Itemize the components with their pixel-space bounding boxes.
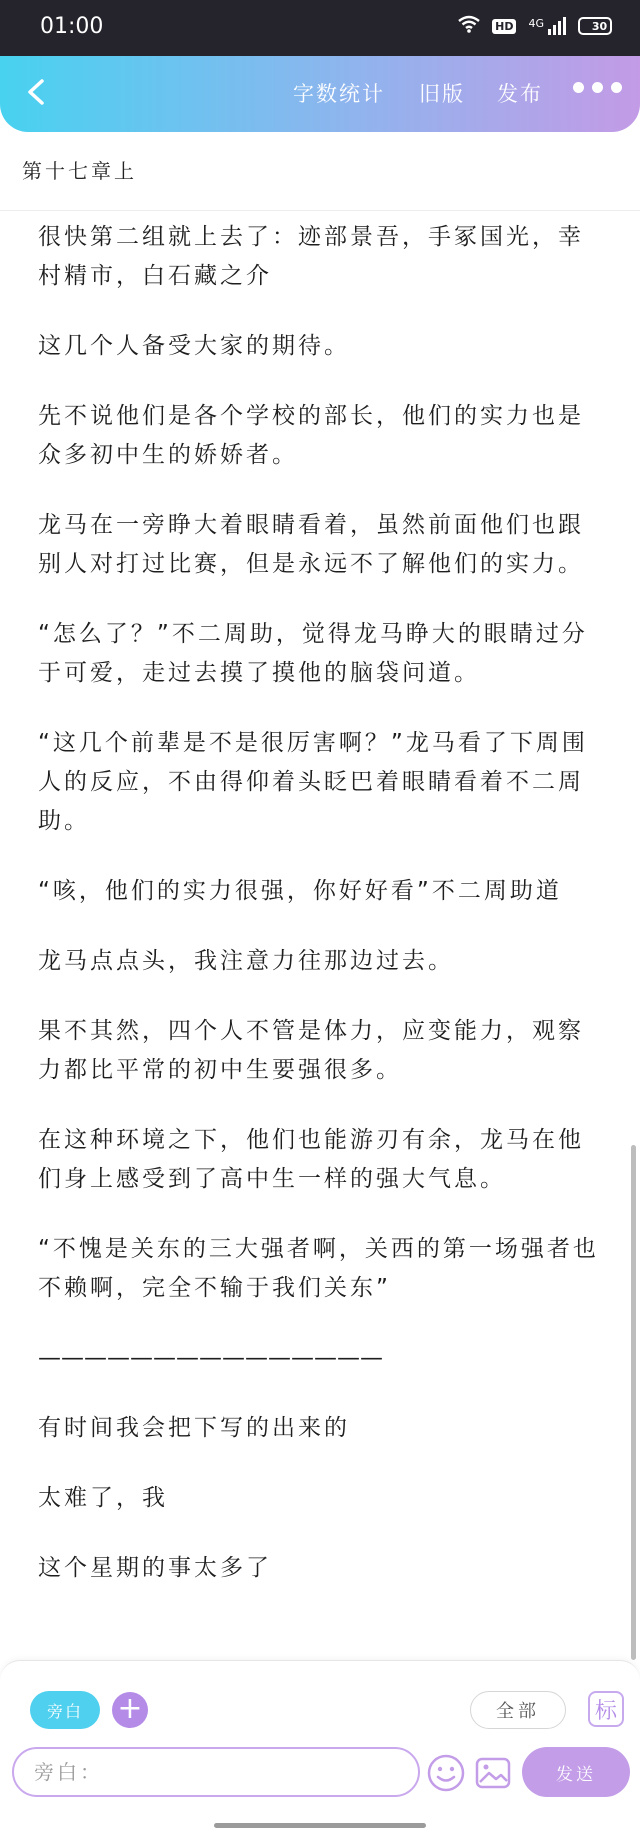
- paragraph[interactable]: “不愧是关东的三大强者啊，关西的第一场强者也不赖啊，完全不输于我们关东”: [38, 1236, 599, 1301]
- chapter-content[interactable]: [38, 210, 608, 1619]
- status-icons: [458, 15, 612, 37]
- status-time: 01:00: [40, 14, 104, 39]
- all-roles-button[interactable]: 全部: [470, 1691, 566, 1729]
- publish-button[interactable]: 发布: [497, 82, 543, 106]
- battery-level: 30: [591, 19, 608, 33]
- plus-icon: +: [117, 1691, 143, 1726]
- paragraph[interactable]: 太难了，我: [38, 1485, 168, 1511]
- message-input[interactable]: [12, 1747, 420, 1797]
- scrollbar[interactable]: [631, 1145, 636, 1660]
- paragraph[interactable]: 先不说他们是各个学校的部长，他们的实力也是众多初中生的娇娇者。: [38, 403, 584, 468]
- send-button[interactable]: 发送: [522, 1747, 630, 1797]
- paragraph[interactable]: 在这种环境之下，他们也能游刃有余，龙马在他们身上感受到了高中生一样的强大气息。: [38, 1127, 584, 1192]
- emoji-button[interactable]: [426, 1753, 466, 1793]
- back-button[interactable]: [18, 74, 54, 110]
- paragraph[interactable]: 龙马在一旁睁大着眼睛看着，虽然前面他们也跟别人对打过比赛，但是永远不了解他们的实力。: [38, 512, 584, 577]
- image-icon: [474, 1754, 512, 1792]
- chapter-title[interactable]: 第十七章上: [22, 159, 137, 183]
- network-type: 4G: [528, 17, 544, 30]
- paragraph[interactable]: 有时间我会把下写的出来的: [38, 1415, 350, 1441]
- wifi-icon: [458, 15, 480, 37]
- home-indicator[interactable]: [214, 1823, 426, 1828]
- more-options-button[interactable]: [573, 82, 622, 93]
- mark-button[interactable]: 标: [588, 1691, 624, 1727]
- paragraph[interactable]: “咳，他们的实力很强，你好好看”不二周助道: [38, 878, 562, 904]
- paragraph[interactable]: “怎么了？”不二周助，觉得龙马睁大的眼睛过分于可爱，走过去摸了摸他的脑袋问道。: [38, 621, 588, 686]
- status-bar: [0, 0, 640, 56]
- role-chip-narrator[interactable]: 旁白: [30, 1691, 100, 1729]
- separator-line[interactable]: ———————————————: [38, 1345, 383, 1371]
- signal-icon: [528, 17, 566, 35]
- paragraph[interactable]: 龙马点点头，我注意力往那边过去。: [38, 948, 454, 974]
- hd-badge: HD: [492, 19, 516, 34]
- image-button[interactable]: [474, 1754, 512, 1792]
- paragraph[interactable]: 果不其然，四个人不管是体力，应变能力，观察力都比平常的初中生要强很多。: [38, 1018, 584, 1083]
- word-count-button[interactable]: 字数统计: [293, 82, 385, 106]
- paragraph[interactable]: 这几个人备受大家的期待。: [38, 333, 350, 359]
- paragraph[interactable]: 这个星期的事太多了: [38, 1555, 272, 1581]
- composer-panel: [0, 1660, 640, 1834]
- app-bar: [0, 56, 640, 132]
- add-role-button[interactable]: [112, 1692, 148, 1728]
- battery-icon: [578, 17, 612, 35]
- back-arrow-icon: [25, 78, 47, 106]
- old-version-button[interactable]: 旧版: [419, 82, 465, 106]
- paragraph[interactable]: 很快第二组就上去了：迹部景吾，手冢国光，幸村精市，白石藏之介: [38, 224, 584, 289]
- smiley-icon: [426, 1753, 466, 1793]
- paragraph[interactable]: “这几个前辈是不是很厉害啊？”龙马看了下周围人的反应，不由得仰着头眨巴着眼睛看着不二周助。: [38, 730, 588, 834]
- more-dots-icon: [573, 82, 584, 93]
